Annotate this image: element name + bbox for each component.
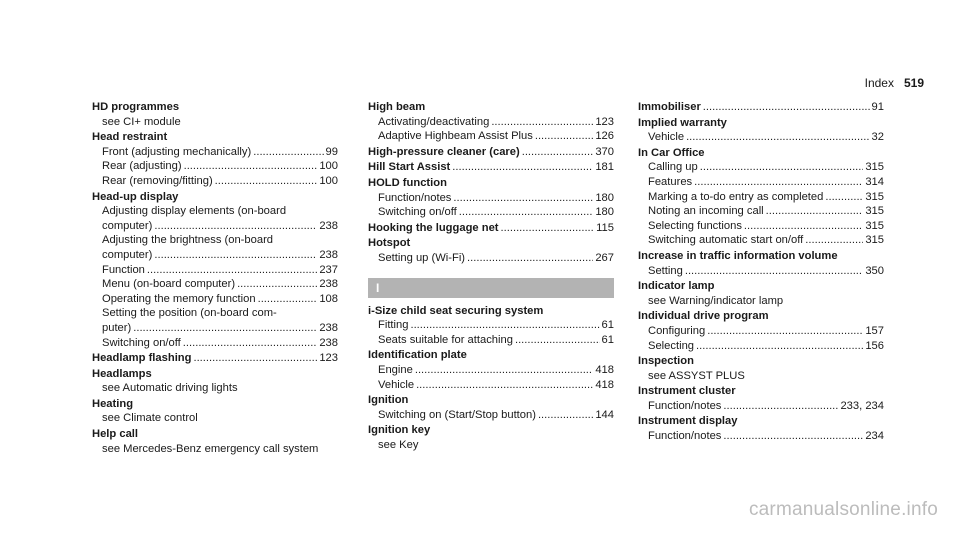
sub-entry-text: Function/notes [648, 430, 722, 443]
sub-entry-text: Rear (removing/fitting) [102, 174, 213, 187]
page-reference[interactable]: 315 [865, 219, 884, 232]
sub-entry-text: Rear (adjusting) [102, 160, 182, 173]
leader-dots [467, 251, 593, 266]
index-entry [638, 146, 884, 248]
leader-dots [694, 175, 863, 190]
entry-heading-row [92, 130, 338, 145]
entry-heading-row [92, 100, 338, 115]
page-reference[interactable]: 123 [595, 115, 614, 128]
page-reference[interactable]: 180 [595, 191, 614, 204]
leader-dots [744, 219, 863, 234]
sub-entry [638, 294, 884, 309]
entry-heading: Hotspot [368, 237, 411, 250]
index-entry [368, 145, 614, 160]
sub-entry [92, 292, 338, 307]
leader-dots [723, 429, 863, 444]
index-entry [92, 100, 338, 129]
sub-entry [92, 381, 338, 396]
entry-heading: Instrument display [638, 415, 738, 428]
sub-entry-text: Function/notes [378, 191, 452, 204]
sub-entry-text: Switching on (Start/Stop button) [378, 408, 536, 421]
entry-heading: Individual drive program [638, 310, 769, 323]
page-reference[interactable]: 157 [865, 324, 884, 337]
index-entry [92, 367, 338, 396]
sub-entry-text: computer) [102, 248, 153, 261]
sub-entry [92, 233, 338, 248]
entry-heading-row [92, 351, 338, 366]
entry-heading: HOLD function [368, 176, 447, 189]
sub-entry-text: Operating the memory function [102, 292, 256, 305]
section-letter-bar: I [368, 278, 614, 298]
leader-dots [154, 219, 317, 234]
index-entry [638, 384, 884, 413]
sub-entry-text: Selecting functions [648, 219, 742, 232]
page-reference[interactable]: 315 [865, 234, 884, 247]
leader-dots [686, 130, 869, 145]
entry-heading-row [368, 100, 614, 115]
index-entry [638, 279, 884, 308]
sub-entry-text: Features [648, 175, 693, 188]
leader-dots [258, 292, 318, 307]
sub-entry-text: Front (adjusting mechanically) [102, 145, 252, 158]
entry-heading-row [638, 146, 884, 161]
page-reference[interactable]: 123 [319, 352, 338, 365]
index-entry [638, 309, 884, 353]
leader-dots [410, 318, 599, 333]
entry-heading-row [368, 304, 614, 319]
leader-dots [538, 408, 593, 423]
leader-dots [193, 351, 317, 366]
sub-entry [368, 251, 614, 266]
entry-heading: Ignition key [368, 424, 431, 437]
page-reference[interactable]: 144 [595, 408, 614, 421]
leader-dots [237, 277, 317, 292]
entry-heading: Identification plate [368, 349, 467, 362]
page-reference[interactable]: 100 [319, 160, 338, 173]
sub-entry-text: see Warning/indicator lamp [648, 294, 784, 307]
sub-entry [638, 399, 884, 414]
leader-dots [535, 129, 593, 144]
leader-dots [501, 221, 595, 236]
entry-heading: i-Size child seat securing system [368, 304, 544, 317]
page-reference[interactable]: 315 [865, 190, 884, 203]
leader-dots [522, 145, 594, 160]
sub-entry [92, 204, 338, 219]
sub-entry-text: Setting the position (on-board com- [102, 307, 277, 320]
sub-entry [92, 219, 338, 234]
page-header [865, 76, 924, 90]
sub-entry-text: Switching automatic start on/off [648, 234, 804, 247]
page-reference[interactable]: 234 [865, 430, 884, 443]
leader-dots [253, 145, 323, 160]
index-column-1 [92, 100, 338, 457]
sub-entry [92, 174, 338, 189]
sub-entry [368, 129, 614, 144]
leader-dots [700, 160, 864, 175]
sub-entry [368, 408, 614, 423]
entry-heading-row [368, 221, 614, 236]
page-reference[interactable]: 315 [865, 161, 884, 174]
index-entry [638, 116, 884, 145]
sub-entry [92, 145, 338, 160]
page-reference[interactable]: 314 [865, 175, 884, 188]
page-reference[interactable]: 315 [865, 205, 884, 218]
entry-heading: Head restraint [92, 131, 168, 144]
page-reference[interactable]: 156 [865, 339, 884, 352]
leader-dots [147, 263, 317, 278]
sub-entry-text: Seats suitable for attaching [378, 333, 513, 346]
sub-entry-text: see CI+ module [102, 115, 181, 128]
sub-entry [368, 191, 614, 206]
sub-entry [92, 277, 338, 292]
sub-entry [638, 429, 884, 444]
leader-dots [453, 191, 593, 206]
sub-entry-text: Selecting [648, 339, 695, 352]
entry-heading-row [368, 176, 614, 191]
sub-entry-text: Noting an incoming call [648, 205, 764, 218]
entry-heading-row [638, 279, 884, 294]
leader-dots [685, 264, 863, 279]
entry-heading: HD programmes [92, 101, 180, 113]
entry-heading: Immobiliser [638, 101, 701, 113]
sub-entry [368, 363, 614, 378]
sub-entry [638, 130, 884, 145]
entry-heading: Implied warranty [638, 116, 727, 129]
sub-entry [92, 321, 338, 336]
index-entry [92, 130, 338, 188]
entry-heading: Hill Start Assist [368, 161, 451, 174]
sub-entry-text: see Mercedes-Benz emergency call system [102, 442, 319, 455]
entry-heading: Hooking the luggage net [368, 221, 499, 234]
entry-heading: Inspection [638, 355, 694, 368]
leader-dots [696, 339, 863, 354]
sub-entry [638, 204, 884, 219]
entry-heading-row [368, 145, 614, 160]
page-reference[interactable]: 370 [595, 145, 614, 158]
sub-entry-text: Function [102, 263, 145, 276]
entry-heading-row [92, 397, 338, 412]
sub-entry [638, 233, 884, 248]
entry-heading: Heating [92, 397, 134, 410]
sub-entry [92, 159, 338, 174]
entry-heading: Help call [92, 428, 139, 441]
page-reference[interactable]: 238 [319, 248, 338, 261]
sub-entry [92, 442, 338, 457]
entry-heading: Headlamp flashing [92, 352, 192, 365]
index-entry [368, 160, 614, 175]
index-entry [638, 249, 884, 278]
index-entry [368, 423, 614, 452]
index-label: Index [864, 76, 894, 90]
page-reference[interactable]: 350 [865, 264, 884, 277]
sub-entry [92, 306, 338, 321]
sub-entry-text: Adaptive Highbeam Assist Plus [378, 130, 533, 143]
leader-dots [766, 204, 864, 219]
page-reference[interactable]: 126 [595, 130, 614, 143]
entry-heading: Increase in traffic information volume [638, 249, 838, 262]
entry-heading-row [92, 427, 338, 442]
sub-entry [638, 175, 884, 190]
entry-heading-row [638, 414, 884, 429]
page-reference[interactable]: 238 [319, 278, 338, 291]
sub-entry [638, 369, 884, 384]
leader-dots [723, 399, 838, 414]
leader-dots [415, 363, 593, 378]
index-entry [368, 304, 614, 348]
page-reference[interactable]: 238 [319, 219, 338, 232]
index-entry [368, 100, 614, 144]
entry-heading-row [638, 100, 884, 115]
sub-entry [368, 333, 614, 348]
entry-heading-row [92, 367, 338, 382]
sub-entry-text: Switching on/off [102, 336, 181, 349]
leader-dots [183, 336, 318, 351]
entry-heading: Headlamps [92, 367, 152, 380]
index-entry [92, 351, 338, 366]
sub-entry-text: see Key [378, 438, 419, 451]
index-column-3 [638, 100, 884, 445]
index-entry [638, 100, 884, 115]
entry-heading: Instrument cluster [638, 385, 736, 398]
page-reference[interactable]: 418 [595, 363, 614, 376]
index-entry [638, 354, 884, 383]
entry-heading: Head-up display [92, 190, 179, 203]
sub-entry [638, 190, 884, 205]
sub-entry [638, 324, 884, 339]
sub-entry [92, 115, 338, 130]
sub-entry-text: Adjusting display elements (on-board [102, 205, 287, 218]
leader-dots [154, 248, 317, 263]
entry-heading-row [638, 116, 884, 131]
sub-entry [368, 438, 614, 453]
index-entry [368, 221, 614, 236]
entry-heading-row [638, 384, 884, 399]
sub-entry [368, 205, 614, 220]
entry-heading-row [368, 160, 614, 175]
sub-entry-text: Fitting [378, 319, 409, 332]
sub-entry-text: computer) [102, 219, 153, 232]
sub-entry-text: Menu (on-board computer) [102, 278, 236, 291]
leader-dots [215, 174, 318, 189]
sub-entry-text: Function/notes [648, 399, 722, 412]
page-reference[interactable]: 100 [319, 174, 338, 187]
index-entry [92, 427, 338, 456]
leader-dots [459, 205, 594, 220]
page-reference[interactable]: 61 [601, 319, 614, 332]
entry-heading: High beam [368, 101, 426, 113]
page-reference[interactable]: 91 [871, 101, 884, 113]
sub-entry [92, 411, 338, 426]
sub-entry [92, 263, 338, 278]
entry-heading-row [638, 249, 884, 264]
index-entry [638, 414, 884, 443]
sub-entry-text: puter) [102, 321, 132, 334]
entry-heading-row [638, 309, 884, 324]
sub-entry-text: Setting up (Wi-Fi) [378, 251, 466, 264]
index-entry [92, 397, 338, 426]
sub-entry [368, 115, 614, 130]
index-column-2 [368, 100, 614, 453]
sub-entry [368, 378, 614, 393]
sub-entry-text: see Automatic driving lights [102, 382, 238, 395]
sub-entry [638, 160, 884, 175]
leader-dots [184, 159, 318, 174]
sub-entry [368, 318, 614, 333]
sub-entry [638, 264, 884, 279]
page-reference[interactable]: 32 [871, 131, 884, 144]
page-reference[interactable]: 108 [319, 292, 338, 305]
page-reference[interactable]: 238 [319, 321, 338, 334]
watermark: carmanualsonline.info [748, 499, 938, 520]
sub-entry-text: Engine [378, 363, 413, 376]
index-entry [92, 190, 338, 351]
sub-entry-text: Marking a to-do entry as completed [648, 190, 824, 203]
entry-heading: Ignition [368, 394, 409, 407]
entry-heading: In Car Office [638, 146, 705, 159]
leader-dots [707, 324, 863, 339]
entry-heading-row [638, 354, 884, 369]
sub-entry-text: Configuring [648, 324, 706, 337]
sub-entry-text: see Climate control [102, 412, 198, 425]
leader-dots [515, 333, 600, 348]
leader-dots [452, 160, 593, 175]
sub-entry [638, 339, 884, 354]
sub-entry [638, 219, 884, 234]
index-entry [368, 348, 614, 392]
leader-dots [491, 115, 593, 130]
entry-heading-row [368, 393, 614, 408]
sub-entry-text: Vehicle [378, 378, 415, 391]
leader-dots [133, 321, 317, 336]
page-reference[interactable]: 237 [319, 263, 338, 276]
entry-heading-row [368, 348, 614, 363]
page-reference[interactable]: 181 [595, 161, 614, 174]
page-reference[interactable]: 418 [595, 378, 614, 391]
entry-heading-row [368, 236, 614, 251]
page-reference[interactable]: 238 [319, 336, 338, 349]
entry-heading-row [92, 190, 338, 205]
index-entry [368, 176, 614, 220]
entry-heading-row [368, 423, 614, 438]
leader-dots [805, 233, 863, 248]
sub-entry-text: Switching on/off [378, 206, 457, 219]
sub-entry-text: Setting [648, 264, 683, 277]
entry-heading: High-pressure cleaner (care) [368, 145, 520, 158]
sub-entry-text: Activating/deactivating [378, 115, 490, 128]
sub-entry-text: Vehicle [648, 131, 685, 144]
leader-dots [416, 378, 593, 393]
index-entry [368, 393, 614, 422]
index-entry [368, 236, 614, 265]
page-reference[interactable]: 99 [325, 145, 338, 158]
page-reference[interactable]: 180 [595, 206, 614, 219]
sub-entry [92, 248, 338, 263]
page-reference[interactable]: 233, 234 [840, 399, 884, 412]
sub-entry [92, 336, 338, 351]
leader-dots [825, 190, 863, 205]
sub-entry-text: Calling up [648, 161, 698, 174]
page-number: 519 [903, 76, 924, 90]
sub-entry-text: Adjusting the brightness (on-board [102, 234, 274, 247]
page-reference[interactable]: 267 [595, 251, 614, 264]
entry-heading: Indicator lamp [638, 280, 715, 293]
leader-dots [703, 100, 870, 115]
page-reference[interactable]: 115 [596, 221, 614, 234]
sub-entry-text: see ASSYST PLUS [648, 369, 745, 382]
page-reference[interactable]: 61 [601, 333, 614, 346]
